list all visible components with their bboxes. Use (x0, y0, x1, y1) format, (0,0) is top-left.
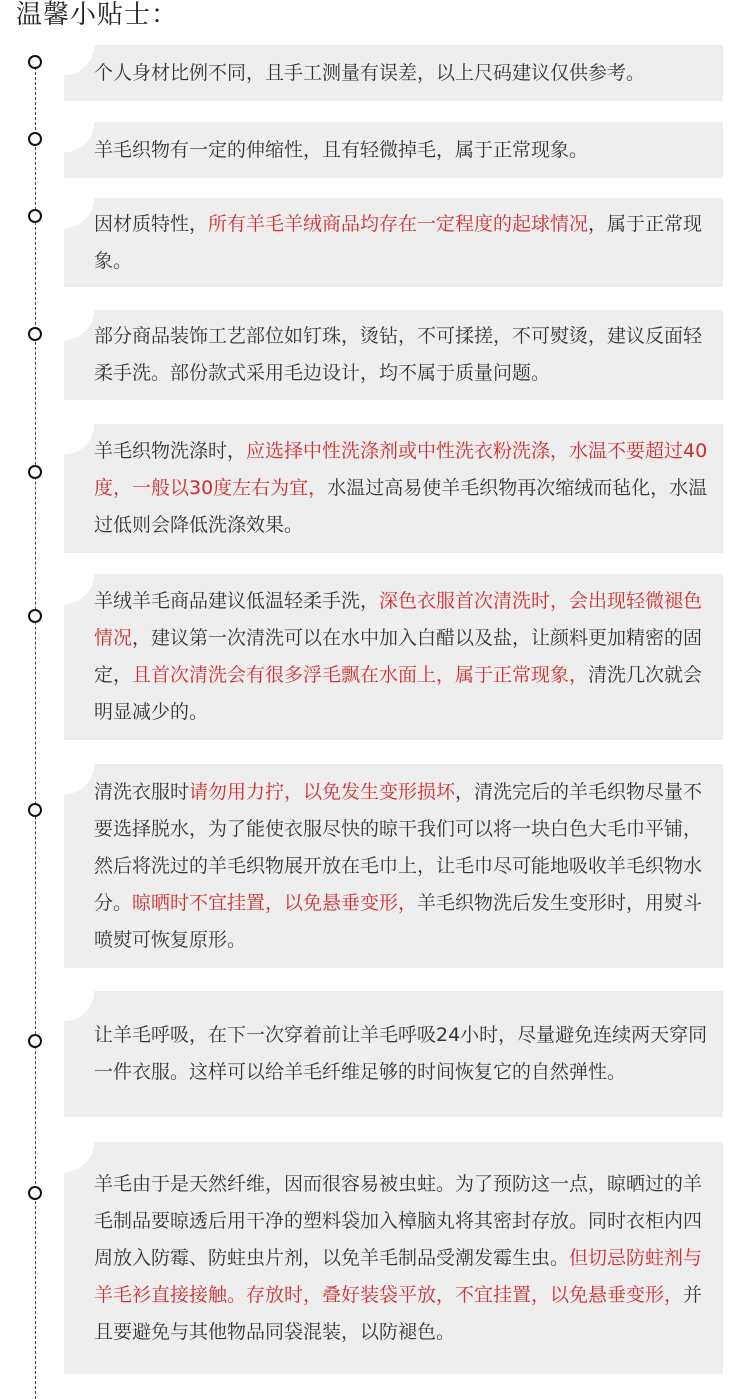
tip-text: ，清洗完后的羊毛织物尽量不要选择脱水，为了能使衣服尽快的晾干我们可以将一块白色大毛巾平铺，然后将洗过的羊毛织物展开放在毛巾上，让毛巾尽可能地吸收羊毛织物水分。 (94, 780, 703, 914)
tip-text: 因材质特性， (94, 212, 209, 235)
timeline-dot-icon (28, 1034, 42, 1048)
tip-text: ，属于正常现象。 (94, 212, 703, 272)
tip-card (64, 574, 723, 740)
tip-card (64, 424, 723, 553)
timeline-dot-icon (28, 1186, 42, 1200)
timeline-dot-icon (28, 209, 42, 223)
tip-highlight-text: 所有羊毛羊绒商品均存在一定程度的起球情况 (208, 212, 589, 235)
tip-highlight-text: 晾晒时不宜挂置，以免悬垂变形， (132, 891, 418, 914)
timeline-dot-icon (28, 132, 42, 146)
tip-highlight-text: 且首次清洗会有很多浮毛飘在水面上，属于正常现象， (132, 664, 589, 686)
page-title: 温馨小贴士： (16, 0, 179, 30)
tip-highlight-text: 应选择中性洗涤剂或中性洗衣粉洗涤，水温不要超过40度，一般以30度左右为宜， (94, 440, 708, 499)
tip-text: 让羊毛呼吸，在下一次穿着前让羊毛呼吸24小时，尽量避免连续两天穿同一件衣服。这样可以给羊毛纤维足够的时间恢复它的自然弹性。 (94, 1024, 708, 1083)
tip-text: 羊毛织物洗涤时， (94, 440, 247, 462)
tip-highlight-text: 但切忌防蛀剂与羊毛衫直接接触。存放时，叠好装袋平放，不宜挂置，以免悬垂变形， (94, 1246, 703, 1306)
tip-text: 个人身材比例不同，且手工测量有误差，以上尺码建议仅供参考。 (94, 61, 646, 84)
tip-text: 水温过高易使羊毛织物再次缩绒而毡化，水温过低则会降低洗涤效果。 (94, 477, 708, 536)
tip-text: ，建议第一次清洗可以在水中加入白醋以及盐，让颜料更加精密的固定， (94, 627, 703, 686)
tip-highlight-text: 深色衣服首次清洗时，会出现轻微褪色情况 (94, 590, 703, 649)
tip-card (64, 764, 723, 968)
tip-card (64, 991, 723, 1117)
tip-card (64, 122, 723, 178)
tip-text: 部分商品装饰工艺部位如钉珠，烫钻，不可揉搓，不可熨烫，建议反面轻柔手洗。部份款式采用毛边设计，均不属于质量问题。 (94, 325, 703, 384)
tip-card (64, 45, 723, 101)
tip-text: 羊毛由于是天然纤维，因而很容易被虫蛀。为了预防这一点，晾晒过的羊毛制品要晾透后用干净的塑料袋加入樟脑丸将其密封存放。同时衣柜内四周放入防霉、防蛀虫片剂，以免羊毛制品受潮发霉生虫。 (94, 1172, 703, 1269)
tip-text: 并且要避免与其他物品同袋混装，以防褪色。 (94, 1283, 703, 1343)
tip-highlight-text: 请勿用力拧，以免发生变形损坏 (189, 780, 456, 803)
timeline-dot-icon (28, 55, 42, 69)
tip-text: 羊毛织物有一定的伸缩性，且有轻微掉毛，属于正常现象。 (94, 138, 589, 161)
timeline-dot-icon (28, 609, 42, 623)
timeline-dot-icon (28, 465, 42, 479)
tip-text: 清洗衣服时 (94, 780, 190, 803)
timeline-dot-icon (28, 327, 42, 341)
tip-text: 清洗几次就会明显减少的。 (94, 664, 703, 723)
tip-card (64, 1142, 723, 1374)
tip-text: 羊绒羊毛商品建议低温轻柔手洗， (94, 590, 380, 612)
tip-card (64, 198, 723, 287)
tip-card (64, 310, 723, 400)
tip-text: 羊毛织物洗后发生变形时，用熨斗喷熨可恢复原形。 (94, 891, 703, 951)
timeline-dot-icon (28, 803, 42, 817)
